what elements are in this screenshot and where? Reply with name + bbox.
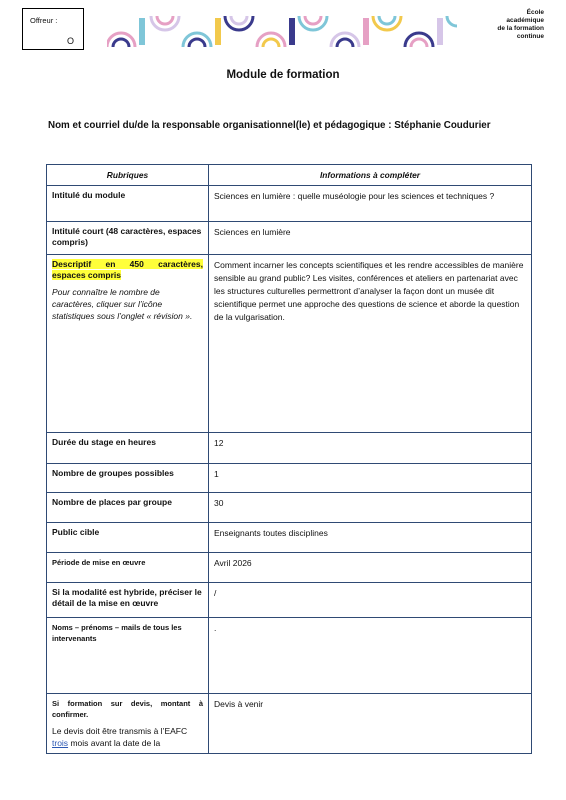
offreur-value: O xyxy=(67,36,75,46)
row-label: Si formation sur devis, montant à confirmer. xyxy=(52,699,203,719)
row-value[interactable]: Avril 2026 xyxy=(209,553,532,583)
devis-cell xyxy=(47,694,209,754)
descriptif-cell xyxy=(47,255,209,433)
ecole-line: École xyxy=(526,9,544,16)
devis-note-pre: Le devis doit être transmis à l’EAFC xyxy=(52,726,188,736)
table-row xyxy=(47,694,532,754)
decorative-banner xyxy=(107,16,457,47)
row-value[interactable]: Sciences en lumière xyxy=(209,222,532,255)
row-label: Intitulé du module xyxy=(47,186,209,222)
table-row xyxy=(47,583,532,618)
row-label: Nombre de groupes possibles xyxy=(47,464,209,493)
offreur-label: Offreur : xyxy=(30,16,58,25)
row-label: Noms – prénoms – mails de tous les intervenants xyxy=(47,618,209,694)
form-table xyxy=(46,164,532,754)
row-note: Pour connaître le nombre de caractères, cliquer sur l’icône statistiques sous l’onglet « révision ». xyxy=(52,287,193,321)
ecole-line: continue xyxy=(516,33,544,40)
row-label: Descriptif en 450 caractères, espaces compris xyxy=(52,259,203,280)
row-value[interactable]: 12 xyxy=(209,433,532,464)
table-row xyxy=(47,523,532,553)
ecole-logo-text xyxy=(454,9,544,41)
row-value[interactable]: Comment incarner les concepts scientifiques et les rendre accessibles de manière sensible au grand public? Les visites, conférences et ateliers en partenariat avec les structures culturelles permettront d’analyser la façon dont un musée dit scientifique permet une approche des questions de science et aborde la question de la vulgarisation. xyxy=(209,255,532,433)
row-label: Si la modalité est hybride, préciser le détail de la mise en œuvre xyxy=(47,583,209,618)
row-label: Période de mise en œuvre xyxy=(47,553,209,583)
table-header-row xyxy=(47,165,532,186)
row-value[interactable]: / xyxy=(209,583,532,618)
row-label: Intitulé court (48 caractères, espaces compris) xyxy=(47,222,209,255)
table-row xyxy=(47,222,532,255)
row-label: Durée du stage en heures xyxy=(47,433,209,464)
table-row xyxy=(47,186,532,222)
ecole-line: académique xyxy=(506,17,544,24)
table-row xyxy=(47,255,532,433)
responsable-line: Nom et courriel du/de la responsable organisationnel(le) et pédagogique : Stéphanie Coudurier xyxy=(48,120,491,131)
offreur-box xyxy=(22,8,84,50)
table-row xyxy=(47,553,532,583)
row-label: Nombre de places par groupe xyxy=(47,493,209,523)
page-title: Module de formation xyxy=(226,69,340,81)
header-rubriques: Rubriques xyxy=(47,165,209,186)
table-row xyxy=(47,618,532,694)
row-note xyxy=(52,725,203,749)
row-value[interactable]: Enseignants toutes disciplines xyxy=(209,523,532,553)
devis-note-link[interactable]: trois xyxy=(52,738,69,748)
table-row xyxy=(47,433,532,464)
table-row xyxy=(47,493,532,523)
devis-note-post: mois avant la date de la xyxy=(70,738,161,748)
header-informations: Informations à compléter xyxy=(209,165,532,186)
row-value[interactable]: 1 xyxy=(209,464,532,493)
table-row xyxy=(47,464,532,493)
row-label: Public cible xyxy=(47,523,209,553)
row-value[interactable]: 30 xyxy=(209,493,532,523)
row-value[interactable]: Sciences en lumière : quelle muséologie pour les sciences et techniques ? xyxy=(209,186,532,222)
ecole-line: de la formation xyxy=(497,25,544,32)
row-value[interactable]: . xyxy=(209,618,532,694)
row-value[interactable]: Devis à venir xyxy=(209,694,532,754)
